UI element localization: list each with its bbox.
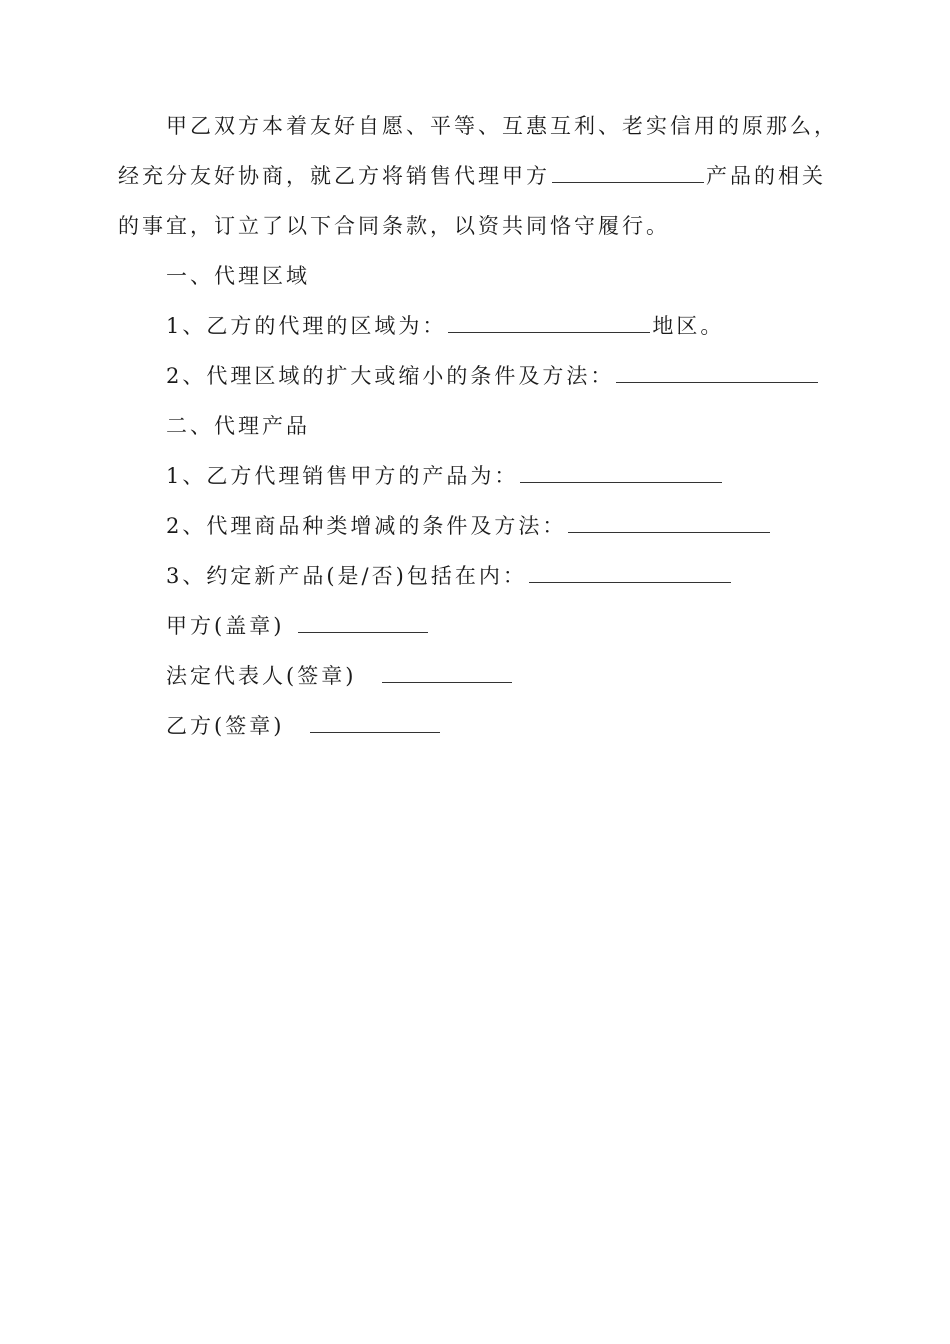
intro-text-2a: 经充分友好协商，就乙方将销售代理甲方 xyxy=(118,164,550,188)
party-a-blank[interactable] xyxy=(298,612,428,633)
intro-line-2 xyxy=(118,162,826,190)
section-1-heading-text: 一、代理区域 xyxy=(166,264,310,288)
intro-line-1 xyxy=(166,112,838,140)
product-change-label: 2、代理商品种类增减的条件及方法： xyxy=(166,514,567,538)
party-b-label: 乙方(签章) xyxy=(166,714,285,738)
intro-text-1: 甲乙双方本着友好自愿、平等、互惠互利、老实信用的原那么， xyxy=(166,114,838,138)
party-b-blank[interactable] xyxy=(310,712,440,733)
region-suffix: 地区。 xyxy=(652,314,725,338)
legal-rep-signature xyxy=(166,662,514,690)
section-1-item-2 xyxy=(166,362,820,390)
section-2-heading-text: 二、代理产品 xyxy=(166,414,310,438)
section-2-heading xyxy=(166,412,310,440)
new-product-label: 3、约定新产品(是/否)包括在内： xyxy=(166,564,527,588)
party-b-signature xyxy=(166,712,442,740)
section-2-item-1 xyxy=(166,462,724,490)
product-label: 1、乙方代理销售甲方的产品为： xyxy=(166,464,519,488)
region-change-label: 2、代理区域的扩大或缩小的条件及方法： xyxy=(166,364,615,388)
region-change-blank[interactable] xyxy=(616,362,818,383)
section-2-item-2 xyxy=(166,512,772,540)
intro-text-2b: 产品的相关 xyxy=(706,164,826,188)
intro-line-3 xyxy=(118,212,670,240)
legal-rep-label: 法定代表人(签章) xyxy=(166,664,357,688)
product-blank[interactable] xyxy=(552,162,704,183)
section-1-heading xyxy=(166,262,310,290)
party-a-label: 甲方(盖章) xyxy=(166,614,285,638)
product-change-blank[interactable] xyxy=(568,512,770,533)
section-2-item-3 xyxy=(166,562,733,590)
region-label: 1、乙方的代理的区域为： xyxy=(166,314,447,338)
product-name-blank[interactable] xyxy=(520,462,722,483)
intro-text-3: 的事宜，订立了以下合同条款，以资共同恪守履行。 xyxy=(118,214,670,238)
section-1-item-1 xyxy=(166,312,724,340)
party-a-signature xyxy=(166,612,430,640)
legal-rep-blank[interactable] xyxy=(382,662,512,683)
new-product-blank[interactable] xyxy=(529,562,731,583)
region-blank[interactable] xyxy=(448,312,650,333)
